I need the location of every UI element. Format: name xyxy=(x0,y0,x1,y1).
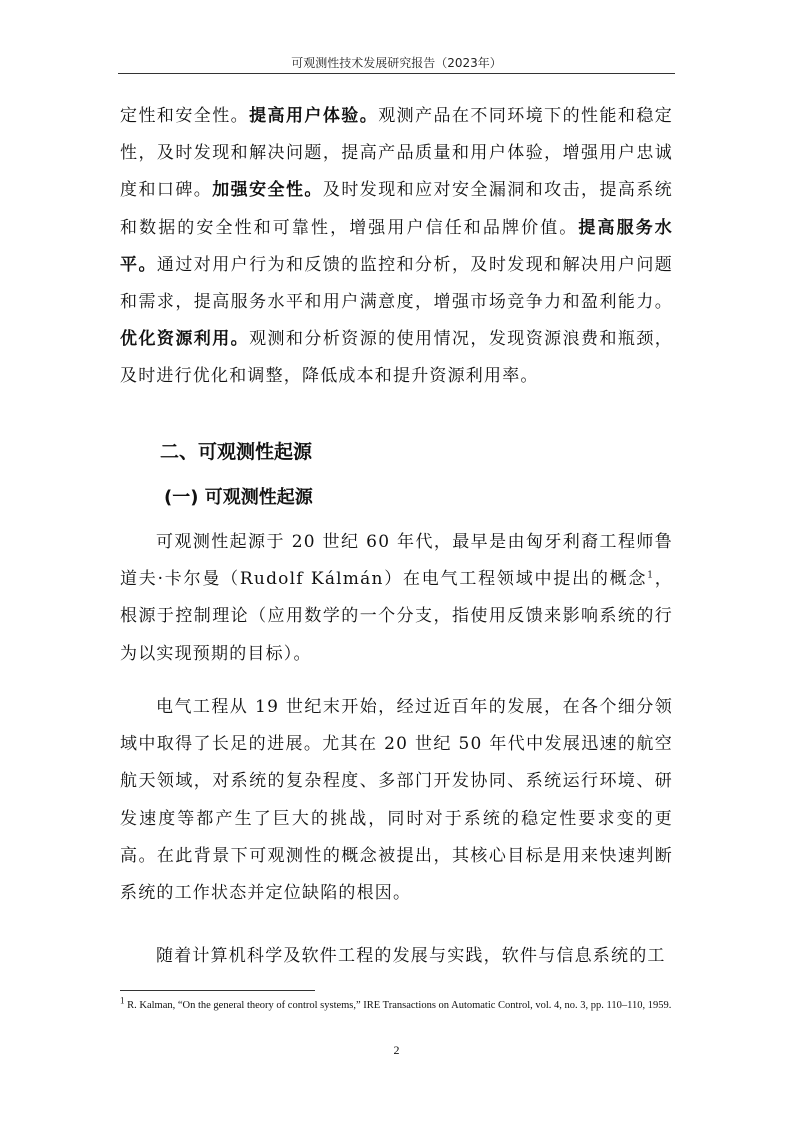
bold-term-user-experience: 提高用户体验。 xyxy=(249,106,379,126)
paragraph-origin xyxy=(120,524,673,673)
text-run: 可观测性起源于 20 世纪 60 年代，最早是由匈牙利裔工程师鲁道夫·卡尔曼（Rudolf Kálmán）在电气工程领域中提出的概念 xyxy=(120,532,673,590)
text-run: 定性和安全性。 xyxy=(120,106,250,126)
section-heading: 二、可观测性起源 xyxy=(160,441,313,463)
header-divider xyxy=(118,73,675,74)
footnote-mark: 1 xyxy=(120,995,125,1006)
bold-term-resource-usage: 优化资源利用。 xyxy=(120,329,250,350)
running-header: 可观测性技术发展研究报告（2023年） xyxy=(291,56,502,70)
paragraph-continuation: 随着计算机科学及软件工程的发展与实践，软件与信息系统的工 xyxy=(156,946,666,966)
footnote-text: R. Kalman, “On the general theory of control systems,” IRE Transactions on Automatic Control, vol. 4, no. 3, pp. 110–110, 1959. xyxy=(127,1000,672,1011)
paragraph-history: 电气工程从 19 世纪末开始，经过近百年的发展，在各个细分领域中取得了长足的进展。尤其在 20 世纪 50 年代中发展迅速的航空航天领域，对系统的复杂程度、多部门开发协同、系统运行环境、研发速度等都产生了巨大的挑战，同时对于系统的稳定性要求变的更高。在此背景下可观测性的概念被提出，其核心目标是用来快速判断系统的工作状态并定位缺陷的根因。 xyxy=(120,697,673,904)
text-run: 及时发现和应对安全漏洞和攻击，提高系统和数据的安全性和可靠性，增强用户信任和品牌价值。 xyxy=(120,180,674,238)
footnote xyxy=(120,995,673,1013)
text-run: ，根源于控制理论（应用数学的一个分支，指使用反馈来影响系统的行为以实现预期的目标）。 xyxy=(120,569,673,664)
page-number: 2 xyxy=(393,1043,400,1057)
paragraph-goals xyxy=(120,98,673,396)
subsection-heading: (一) 可观测性起源 xyxy=(164,487,313,508)
bold-term-security: 加强安全性。 xyxy=(212,180,323,201)
text-run: 通过对用户行为和反馈的监控和分析，及时发现和解决用户问题和需求，提高服务水平和用户满意度，增强市场竞争力和盈利能力。 xyxy=(120,254,673,313)
bold-term-service-level: 提高服务水平。 xyxy=(120,217,673,275)
footnote-divider xyxy=(120,990,315,991)
text-run: 观测和分析资源的使用情况，发现资源浪费和瓶颈，及时进行优化和调整，降低成本和提升资源利用率。 xyxy=(120,329,673,387)
text-run: 观测产品在不同环境下的性能和稳定性，及时发现和解决问题，提高产品质量和用户体验，增强用户忠诚度和口碑。 xyxy=(120,106,673,201)
footnote-reference[interactable]: 1 xyxy=(647,570,655,581)
